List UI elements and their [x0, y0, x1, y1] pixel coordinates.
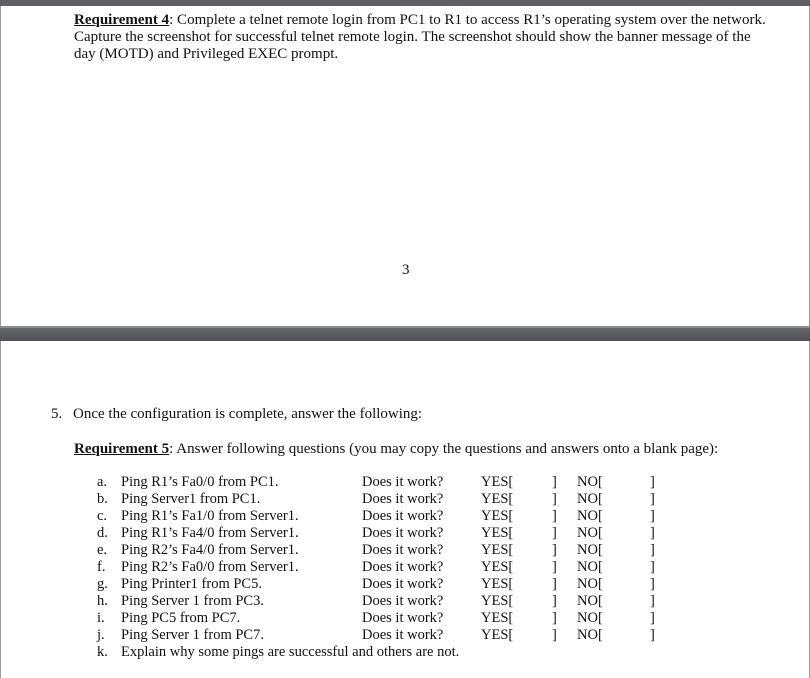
- yes-box-close: ]: [552, 576, 557, 592]
- item-letter: f.: [97, 559, 106, 575]
- no-box-open[interactable]: NO[: [577, 627, 603, 643]
- requirement-5-text: : Answer following questions (you may copy the questions and answers onto a blank page):: [169, 441, 719, 457]
- no-box-open[interactable]: NO[: [577, 525, 603, 541]
- item-question: Does it work?: [362, 491, 444, 507]
- requirement-4-heading: Requirement 4: [74, 12, 170, 28]
- item-text: Ping Server1 from PC1.: [121, 491, 261, 507]
- requirement-4-text: : Complete a telnet remote login from PC1 to R1 to access R1’s operating system over the network. Capture the screenshot for successful telnet remote login. The screenshot should show the banner message of the day (MOTD) and Privileged EXEC prompt.: [74, 12, 766, 62]
- requirement-5-heading: Requirement 5: [74, 441, 170, 457]
- item-text: Ping Server 1 from PC3.: [121, 593, 264, 609]
- yes-box-open[interactable]: YES[: [481, 474, 514, 490]
- item-text: Ping R1’s Fa1/0 from Server1.: [121, 508, 299, 524]
- no-box-close: ]: [650, 525, 655, 541]
- no-box-open[interactable]: NO[: [577, 491, 603, 507]
- page-number: 3: [402, 262, 410, 278]
- yes-box-close: ]: [552, 610, 557, 626]
- yes-box-open[interactable]: YES[: [481, 593, 514, 609]
- yes-box-close: ]: [552, 525, 557, 541]
- question-5: [51, 406, 422, 423]
- no-box-close: ]: [650, 576, 655, 592]
- yes-box-close: ]: [552, 491, 557, 507]
- item-question: Does it work?: [362, 593, 444, 609]
- yes-box-close: ]: [552, 542, 557, 558]
- item-letter: d.: [97, 525, 108, 541]
- yes-box-open[interactable]: YES[: [481, 576, 514, 592]
- no-box-open[interactable]: NO[: [577, 559, 603, 575]
- item-letter: g.: [97, 576, 108, 592]
- item-text: Ping PC5 from PC7.: [121, 610, 241, 626]
- no-box-open[interactable]: NO[: [577, 610, 603, 626]
- no-box-close: ]: [650, 474, 655, 490]
- item-letter: b.: [97, 491, 108, 507]
- no-box-close: ]: [650, 508, 655, 524]
- yes-box-open[interactable]: YES[: [481, 508, 514, 524]
- item-text: Ping R1’s Fa0/0 from PC1.: [121, 474, 279, 490]
- no-box-open[interactable]: NO[: [577, 542, 603, 558]
- yes-box-open[interactable]: YES[: [481, 491, 514, 507]
- item-question: Does it work?: [362, 576, 444, 592]
- yes-box-close: ]: [552, 508, 557, 524]
- question-text: Once the configuration is complete, answer the following:: [73, 406, 423, 422]
- item-question: Does it work?: [362, 610, 444, 626]
- item-letter: e.: [97, 542, 108, 558]
- item-letter: c.: [97, 508, 108, 524]
- yes-box-close: ]: [552, 627, 557, 643]
- yes-box-open[interactable]: YES[: [481, 559, 514, 575]
- page-separator: [0, 326, 810, 341]
- no-box-close: ]: [650, 491, 655, 507]
- no-box-open[interactable]: NO[: [577, 576, 603, 592]
- item-letter: h.: [97, 593, 108, 609]
- requirement-5-paragraph: [74, 441, 718, 458]
- item-question: Does it work?: [362, 474, 444, 490]
- no-box-open[interactable]: NO[: [577, 474, 603, 490]
- item-question: Does it work?: [362, 542, 444, 558]
- yes-box-open[interactable]: YES[: [481, 627, 514, 643]
- viewer-top-bar: [0, 0, 810, 6]
- no-box-close: ]: [650, 627, 655, 643]
- item-letter: j.: [97, 627, 105, 643]
- yes-box-open[interactable]: YES[: [481, 542, 514, 558]
- item-text: Ping R2’s Fa4/0 from Server1.: [121, 542, 299, 558]
- item-question: Does it work?: [362, 525, 444, 541]
- item-text: Explain why some pings are successful and others are not.: [121, 644, 460, 660]
- item-letter: i.: [97, 610, 105, 626]
- yes-box-open[interactable]: YES[: [481, 525, 514, 541]
- item-text: Ping R1’s Fa4/0 from Server1.: [121, 525, 299, 541]
- yes-box-close: ]: [552, 559, 557, 575]
- item-letter: k.: [97, 644, 108, 660]
- item-text: Ping R2’s Fa0/0 from Server1.: [121, 559, 299, 575]
- no-box-close: ]: [650, 593, 655, 609]
- yes-box-close: ]: [552, 474, 557, 490]
- no-box-close: ]: [650, 542, 655, 558]
- no-box-open[interactable]: NO[: [577, 508, 603, 524]
- item-text: Ping Printer1 from PC5.: [121, 576, 262, 592]
- item-question: Does it work?: [362, 559, 444, 575]
- no-box-close: ]: [650, 559, 655, 575]
- yes-box-open[interactable]: YES[: [481, 610, 514, 626]
- no-box-close: ]: [650, 610, 655, 626]
- item-letter: a.: [97, 474, 108, 490]
- yes-box-close: ]: [552, 593, 557, 609]
- item-question: Does it work?: [362, 627, 444, 643]
- item-text: Ping Server 1 from PC7.: [121, 627, 264, 643]
- question-number: 5.: [51, 406, 63, 422]
- no-box-open[interactable]: NO[: [577, 593, 603, 609]
- requirement-4-paragraph: [74, 12, 774, 63]
- item-question: Does it work?: [362, 508, 444, 524]
